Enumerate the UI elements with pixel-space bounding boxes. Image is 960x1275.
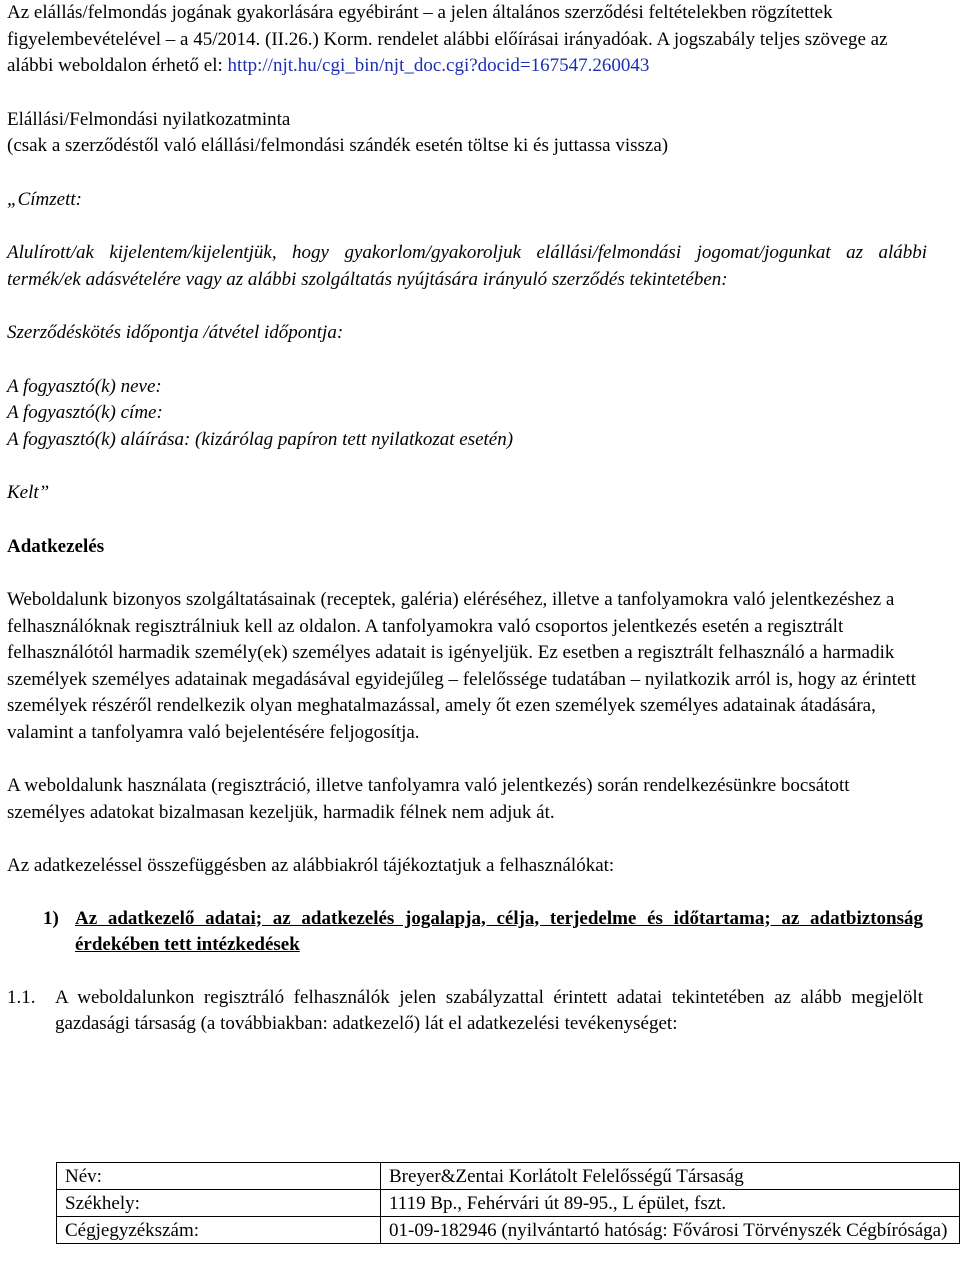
section-1-1 <box>7 985 923 1038</box>
section-1-number: 1) <box>43 907 59 929</box>
section-1-1-text: A weboldalunkon regisztráló felhasználók jelen szabályzattal érintett adatai tekintetében az alább megjelölt gazdasági társaság (a továbbiakban: adatkezelő) lát el adatkezelési tevékenységet: <box>55 986 923 1034</box>
company-info-table <box>56 1162 960 1244</box>
section-1-1-number: 1.1. <box>7 986 36 1008</box>
table-row <box>57 1217 960 1244</box>
form-subtitle: (csak a szerződéstől való elállási/felmondási szándék esetén töltse ki és juttassa vissza) <box>7 135 669 156</box>
privacy-paragraph-3: Az adatkezeléssel összefüggésben az alábbiakról tájékoztatjuk a felhasználókat: <box>7 855 615 876</box>
company-registration-value: 01-09-182946 (nyilvántartó hatóság: Fővárosi Törvényszék Cégbírósága) <box>381 1217 960 1244</box>
form-declaration: Alulírott/ak kijelentem/kijelentjük, hogy gyakorlom/gyakoroljuk elállási/felmondási jogomat/jogunkat az alábbi termék/ek adásvételére vagy az alábbi szolgáltatás nyújtására irányuló szerződés tekintetében: <box>7 242 927 290</box>
company-name-label: Név: <box>57 1163 381 1190</box>
form-title: Elállási/Felmondási nyilatkozatminta <box>7 108 291 130</box>
privacy-paragraph-1: Weboldalunk bizonyos szolgáltatásainak (receptek, galéria) eléréséhez, illetve a tanfolyamokra való jelentkezéshez a felhasználóknak regisztrálniuk kell az oldalon. A tanfolyamokra való csoportos jelentkezés esetén a regisztrált felhasználótól harmadik személy(ek) személyes adatait is igényeljük. Ez esetben a regisztrált felhasználó a harmadik személyek személyes adatainak megadásával egyidejűleg – felelőssége tudatában – nyilatkozik arról is, hogy az érintett személyek részéről rendelkezik olyan meghatalmazással, amely őt ezen személyek személyes adatainak átadására, valamint a tanfolyamra való bejelentésére feljogosítja. <box>7 589 917 743</box>
form-contract-date: Szerződéskötés időpontja /átvétel időpontja: <box>7 322 344 343</box>
legislation-link[interactable]: http://njt.hu/cgi_bin/njt_doc.cgi?docid=167547.260043 <box>227 55 650 76</box>
privacy-heading: Adatkezelés <box>7 535 105 557</box>
form-consumer-signature: A fogyasztó(k) aláírása: (kizárólag papíron tett nyilatkozat esetén) <box>7 428 514 450</box>
company-registration-label: Cégjegyzékszám: <box>57 1217 381 1244</box>
company-seat-label: Székhely: <box>57 1190 381 1217</box>
intro-text: Az elállás/felmondás jogának gyakorlására egyébiránt – a jelen általános szerződési feltételekben rögzítettek figyelembevételével – a 45/2014. (II.26.) Korm. rendelet alábbi előírásai irányadóak. A jogszabály teljes szövege az alábbi weboldalon érhető el: <box>7 2 888 76</box>
form-consumer-address: A fogyasztó(k) címe: <box>7 402 163 423</box>
table-row <box>57 1190 960 1217</box>
table-row <box>57 1163 960 1190</box>
company-name-value: Breyer&Zentai Korlátolt Felelősségű Társaság <box>381 1163 960 1190</box>
form-dated: Kelt” <box>7 482 50 503</box>
form-recipient: „Címzett: <box>7 188 82 210</box>
form-consumer-name: A fogyasztó(k) neve: <box>7 375 162 397</box>
privacy-paragraph-2: A weboldalunk használata (regisztráció, illetve tanfolyamra való jelentkezés) során rendelkezésünkre bocsátott személyes adatokat bizalmasan kezeljük, harmadik félnek nem adjuk át. <box>7 775 850 823</box>
section-1-heading <box>43 906 923 959</box>
section-1-title: Az adatkezelő adatai; az adatkezelés jogalapja, célja, terjedelme és időtartama; az adatbiztonság érdekében tett intézkedések <box>75 907 923 955</box>
intro-paragraph <box>7 0 927 80</box>
company-seat-value: 1119 Bp., Fehérvári út 89-95., L épület, fszt. <box>381 1190 960 1217</box>
document-page <box>7 0 927 1038</box>
